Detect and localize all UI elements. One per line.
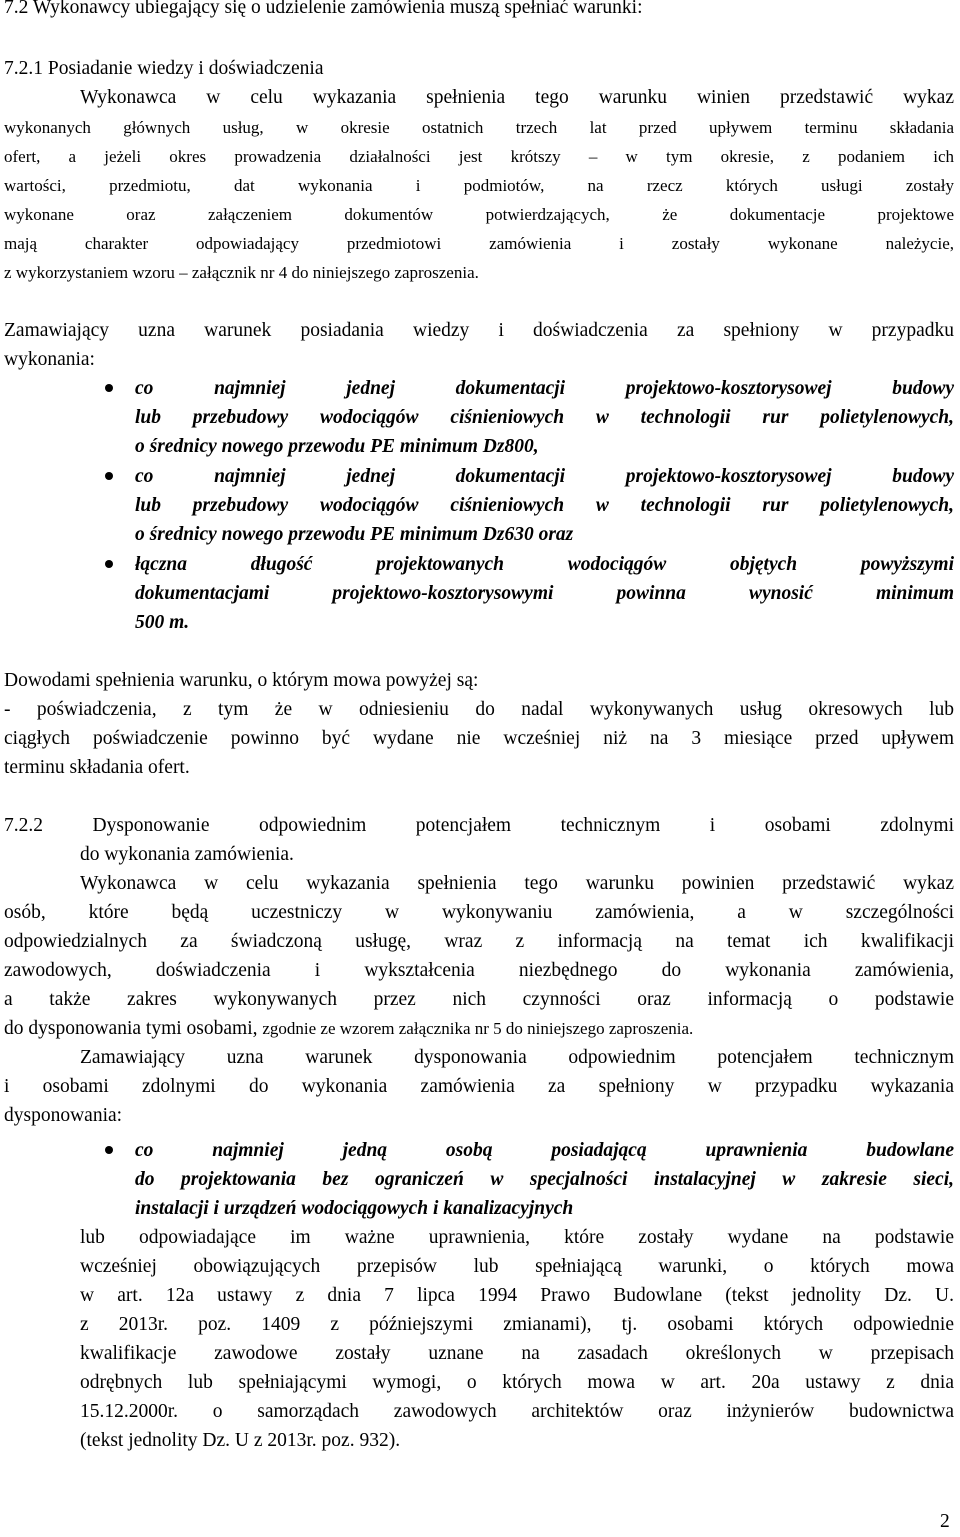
paragraph-line — [4, 1017, 693, 1041]
requirement-line: 500 m. — [135, 612, 190, 633]
bullet-marker — [105, 384, 113, 392]
paragraph-line: Dowodami spełnienia warunku, o którym mowa powyżej są: — [4, 670, 479, 691]
paragraph-line: w art. 12a ustawy z dnia 7 lipca 1994 Prawo Budowlane (tekst jednolity Dz. U. — [80, 1285, 954, 1306]
annex-reference: zgodnie ze wzorem załącznika nr 5 do niniejszego zaproszenia. — [262, 1019, 694, 1038]
requirement-line: dokumentacjami projektowo-kosztorysowymi powinna wynosić minimum — [135, 583, 954, 604]
paragraph-line: terminu składania ofert. — [4, 757, 190, 778]
paragraph-line: kwalifikacje zawodowe zostały uznane na zasadach określonych w przepisach — [80, 1343, 954, 1364]
requirement-line: co najmniej jednej dokumentacji projektowo-kosztorysowej budowy — [135, 378, 954, 399]
paragraph-line: i osobami zdolnymi do wykonania zamówienia za spełniony w przypadku wykazania — [4, 1076, 954, 1097]
section-heading: 7.2 Wykonawcy ubiegający się o udzielenie zamówienia muszą spełniać warunki: — [4, 0, 643, 18]
requirement-line: o średnicy nowego przewodu PE minimum Dz800, — [135, 436, 539, 457]
bullet-marker — [105, 1146, 113, 1154]
paragraph-line: wykonania: — [4, 349, 95, 370]
paragraph-line: Wykonawca w celu wykazania spełnienia tego warunku winien przedstawić wykaz — [80, 87, 954, 108]
paragraph-line: ciągłych poświadczenie powinno być wydane nie wcześniej niż na 3 miesiące przed upływem — [4, 728, 954, 749]
paragraph-line: 15.12.2000r. o samorządach zawodowych architektów oraz inżynierów budownictwa — [80, 1401, 954, 1422]
subsection-title-7-2-2-cont: do wykonania zamówienia. — [80, 844, 294, 865]
requirement-line: lub przebudowy wodociągów ciśnieniowych w technologii rur polietylenowych, — [135, 495, 954, 516]
paragraph-line: z 2013r. poz. 1409 z późniejszymi zmianami), tj. osobami których odpowiednie — [80, 1314, 954, 1335]
paragraph-line: dysponowania: — [4, 1105, 123, 1126]
paragraph-line: wcześniej obowiązujących przepisów lub spełniającą warunki, o których mowa — [80, 1256, 954, 1277]
paragraph-line: Wykonawca w celu wykazania spełnienia tego warunku powinien przedstawić wykaz — [80, 873, 954, 894]
paragraph-line: wykonane oraz załączeniem dokumentów potwierdzających, że dokumentacje projektowe — [4, 205, 954, 224]
page-number: 2 — [940, 1511, 950, 1532]
subsection-title-7-2-2: 7.2.2 Dysponowanie odpowiednim potencjałem technicznym i osobami zdolnymi — [4, 815, 954, 836]
subsection-title-7-2-1: 7.2.1 Posiadanie wiedzy i doświadczenia — [4, 58, 324, 79]
paragraph-line: osób, które będą uczestniczy w wykonywaniu zamówienia, a w szczególności — [4, 902, 954, 923]
requirement-line: instalacji i urządzeń wodociągowych i kanalizacyjnych — [135, 1198, 574, 1219]
requirement-line: lub przebudowy wodociągów ciśnieniowych w technologii rur polietylenowych, — [135, 407, 954, 428]
paragraph-line: wartości, przedmiotu, dat wykonania i podmiotów, na rzecz których usługi zostały — [4, 176, 954, 195]
bullet-marker — [105, 472, 113, 480]
paragraph-line: lub odpowiadające im ważne uprawnienia, które zostały wydane na podstawie — [80, 1227, 954, 1248]
paragraph-line: Zamawiający uzna warunek dysponowania odpowiednim potencjałem technicznym — [80, 1047, 954, 1068]
paragraph-line: mają charakter odpowiadający przedmiotowi zamówienia i zostały wykonane należycie, — [4, 234, 954, 253]
requirement-line: do projektowania bez ograniczeń w specjalności instalacyjnej w zakresie sieci, — [135, 1169, 954, 1190]
requirement-line: o średnicy nowego przewodu PE minimum Dz630 oraz — [135, 524, 574, 545]
paragraph-line: a także zakres wykonywanych przez nich czynności oraz informacją o podstawie — [4, 989, 954, 1010]
paragraph-line: zawodowych, doświadczenia i wykształcenia niezbędnego do wykonania zamówienia, — [4, 960, 954, 981]
paragraph-line: odrębnych lub spełniającymi wymogi, o których mowa w art. 20a ustawy z dnia — [80, 1372, 954, 1393]
paragraph-line: (tekst jednolity Dz. U z 2013r. poz. 932). — [80, 1430, 401, 1451]
paragraph-line: wykonanych głównych usług, w okresie ostatnich trzech lat przed upływem terminu składania — [4, 118, 954, 137]
paragraph-line: Zamawiający uzna warunek posiadania wiedzy i doświadczenia za spełniony w przypadku — [4, 320, 954, 341]
paragraph-line: odpowiedzialnych za świadczoną usługę, wraz z informacją na temat ich kwalifikacji — [4, 931, 954, 952]
bullet-marker — [105, 560, 113, 568]
paragraph-line: ofert, a jeżeli okres prowadzenia działalności jest krótszy – w tym okresie, z podaniem ich — [4, 147, 954, 166]
requirement-line: łączna długość projektowanych wodociągów objętych powyższymi — [135, 554, 954, 575]
paragraph-line: z wykorzystaniem wzoru – załącznik nr 4 do niniejszego zaproszenia. — [4, 263, 479, 282]
requirement-line: co najmniej jedną osobą posiadającą uprawnienia budowlane — [135, 1140, 954, 1161]
requirement-line: co najmniej jednej dokumentacji projektowo-kosztorysowej budowy — [135, 466, 954, 487]
paragraph-text: do dysponowania tymi osobami, — [4, 1018, 263, 1039]
paragraph-line: - poświadczenia, z tym że w odniesieniu do nadal wykonywanych usług okresowych lub — [4, 699, 954, 720]
